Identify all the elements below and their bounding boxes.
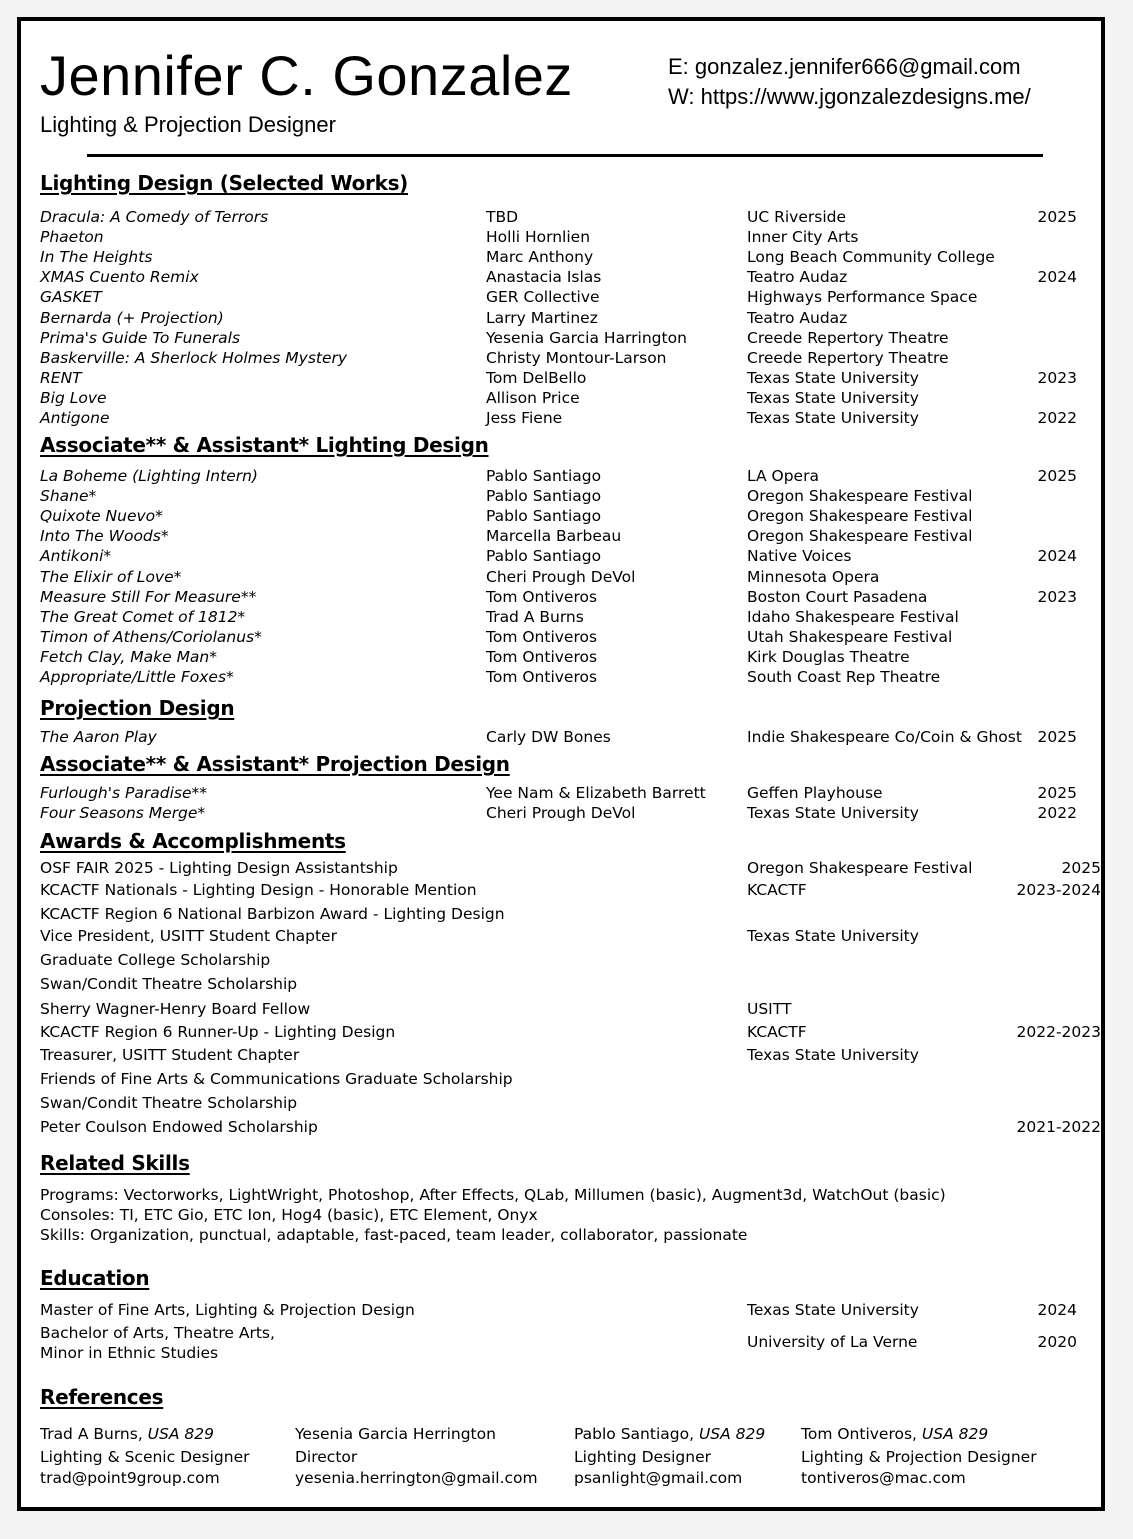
reference-role: Director: [295, 1448, 358, 1466]
production-title: Prima's Guide To Funerals: [40, 328, 241, 347]
director-name: Yesenia Garcia Harrington: [486, 328, 687, 347]
venue-name: Indie Shakespeare Co/Coin & Ghost: [747, 728, 1022, 746]
award-name: Swan/Condit Theatre Scholarship: [40, 975, 298, 993]
award-org: USITT: [747, 1000, 792, 1018]
production-title: Measure Still For Measure**: [40, 587, 257, 606]
production-title: Antigone: [40, 409, 110, 427]
venue-name: Long Beach Community College: [747, 248, 995, 267]
production-title: Shane*: [40, 487, 97, 506]
lighting-design-heading: Lighting Design (Selected Works): [40, 171, 409, 195]
year: 2025: [1037, 208, 1077, 226]
award-name: KCACTF Region 6 National Barbizon Award - Lighting Design: [40, 905, 505, 923]
candidate-title: Lighting & Projection Designer: [40, 112, 336, 137]
degree-minor: Minor in Ethnic Studies: [40, 1344, 219, 1362]
director-name: Tom Ontiveros: [486, 627, 598, 646]
year: 2022: [1037, 409, 1077, 427]
year: 2022: [1037, 804, 1077, 822]
references-heading: References: [40, 1385, 164, 1409]
director-name: Trad A Burns: [486, 607, 584, 626]
education-heading: Education: [40, 1266, 150, 1290]
reference-name: Yesenia Garcia Herrington: [295, 1425, 496, 1443]
director-name: Tom Ontiveros: [486, 647, 598, 666]
production-title: Appropriate/Little Foxes*: [40, 668, 234, 686]
production-title: The Aaron Play: [40, 728, 157, 746]
production-title: Into The Woods*: [40, 527, 169, 546]
venue-name: LA Opera: [747, 467, 819, 485]
director-name: Christy Montour-Larson: [486, 348, 667, 367]
reference-union: USA 829: [698, 1425, 766, 1443]
award-year: 2025: [1061, 859, 1101, 877]
education-year: 2024: [1037, 1301, 1077, 1319]
candidate-name: Jennifer C. Gonzalez: [40, 44, 573, 107]
director-name: Allison Price: [486, 388, 580, 407]
venue-name: Geffen Playhouse: [747, 784, 883, 802]
director-name: Pablo Santiago: [486, 547, 602, 566]
reference-union: USA 829: [921, 1425, 989, 1443]
venue-name: Texas State University: [747, 388, 919, 407]
production-title: Phaeton: [40, 228, 104, 247]
venue-name: Idaho Shakespeare Festival: [747, 607, 959, 626]
award-year: 2021-2022: [1016, 1118, 1101, 1136]
award-name: Swan/Condit Theatre Scholarship: [40, 1094, 298, 1112]
venue-name: South Coast Rep Theatre: [747, 668, 941, 686]
assoc-projection-heading: Associate** & Assistant* Projection Design: [40, 752, 510, 776]
director-name: Pablo Santiago: [486, 507, 602, 526]
year: 2025: [1037, 728, 1077, 746]
award-name: KCACTF Nationals - Lighting Design - Honorable Mention: [40, 881, 477, 899]
year: 2024: [1037, 547, 1077, 566]
production-title: Fetch Clay, Make Man*: [40, 647, 218, 666]
venue-name: Texas State University: [747, 804, 919, 822]
production-title: Furlough's Paradise**: [40, 784, 207, 802]
production-title: Dracula: A Comedy of Terrors: [40, 208, 269, 226]
award-name: Friends of Fine Arts & Communications Graduate Scholarship: [40, 1070, 513, 1088]
school: University of La Verne: [747, 1333, 918, 1351]
production-title: In The Heights: [40, 248, 153, 267]
reference-role: Lighting & Projection Designer: [801, 1448, 1037, 1466]
award-org: Texas State University: [747, 1046, 919, 1064]
production-title: Antikoni*: [40, 547, 112, 566]
director-name: Cheri Prough DeVol: [486, 567, 636, 586]
venue-name: Teatro Audaz: [747, 308, 848, 327]
award-org: KCACTF: [747, 881, 807, 899]
school: Texas State University: [747, 1301, 919, 1319]
degree: Master of Fine Arts, Lighting & Projection Design: [40, 1301, 415, 1319]
director-name: Marc Anthony: [486, 248, 594, 267]
venue-name: Creede Repertory Theatre: [747, 328, 949, 347]
education-year: 2020: [1037, 1333, 1077, 1351]
award-year: 2023-2024: [1016, 881, 1101, 899]
venue-name: Creede Repertory Theatre: [747, 348, 949, 367]
venue-name: Boston Court Pasadena: [747, 587, 928, 606]
venue-name: Utah Shakespeare Festival: [747, 627, 953, 646]
production-title: The Great Comet of 1812*: [40, 607, 246, 626]
award-org: KCACTF: [747, 1023, 807, 1041]
degree: Bachelor of Arts, Theatre Arts,: [40, 1324, 275, 1342]
venue-name: Texas State University: [747, 368, 919, 387]
award-name: OSF FAIR 2025 - Lighting Design Assistantship: [40, 859, 398, 877]
production-title: La Boheme (Lighting Intern): [40, 467, 258, 485]
director-name: Pablo Santiago: [486, 467, 602, 485]
reference-email[interactable]: yesenia.herrington@gmail.com: [295, 1469, 538, 1487]
reference-role: Lighting & Scenic Designer: [40, 1448, 250, 1466]
production-title: The Elixir of Love*: [40, 567, 182, 586]
venue-name: Oregon Shakespeare Festival: [747, 507, 973, 526]
email-contact[interactable]: E: gonzalez.jennifer666@gmail.com: [668, 54, 1021, 79]
venue-name: Teatro Audaz: [747, 268, 848, 287]
director-name: TBD: [486, 208, 519, 226]
award-year: 2022-2023: [1016, 1023, 1101, 1041]
director-name: Jess Fiene: [486, 409, 563, 427]
website-contact[interactable]: W: https://www.jgonzalezdesigns.me/: [668, 84, 1031, 109]
resume-page: [17, 17, 1105, 1511]
assoc-lighting-heading: Associate** & Assistant* Lighting Design: [40, 433, 489, 457]
year: 2023: [1037, 587, 1077, 606]
production-title: XMAS Cuento Remix: [40, 268, 199, 287]
reference-name: Pablo Santiago, USA 829: [574, 1425, 766, 1443]
award-org: Texas State University: [747, 927, 919, 945]
reference-union: USA 829: [147, 1425, 214, 1443]
year: 2024: [1037, 268, 1077, 287]
reference-name: Tom Ontiveros, USA 829: [801, 1425, 989, 1443]
reference-email[interactable]: psanlight@gmail.com: [574, 1469, 743, 1487]
projection-design-heading: Projection Design: [40, 696, 235, 720]
venue-name: Minnesota Opera: [747, 567, 880, 586]
director-name: GER Collective: [486, 288, 600, 307]
production-title: Big Love: [40, 388, 107, 407]
award-name: Sherry Wagner-Henry Board Fellow: [40, 1000, 311, 1018]
year: 2025: [1037, 467, 1077, 485]
production-title: Quixote Nuevo*: [40, 507, 163, 526]
venue-name: Oregon Shakespeare Festival: [747, 527, 973, 546]
venue-name: Highways Performance Space: [747, 288, 978, 307]
skill-line: Skills: Organization, punctual, adaptable, fast-paced, team leader, collaborator, passionate: [40, 1226, 748, 1244]
director-name: Anastacia Islas: [486, 268, 602, 287]
awards-heading: Awards & Accomplishments: [40, 829, 346, 853]
production-title: Timon of Athens/Coriolanus*: [40, 627, 262, 646]
director-name: Tom DelBello: [486, 368, 587, 387]
award-name: Treasurer, USITT Student Chapter: [40, 1046, 300, 1064]
director-name: Cheri Prough DeVol: [486, 804, 636, 822]
award-org: Oregon Shakespeare Festival: [747, 859, 973, 877]
header-divider: [87, 154, 1043, 157]
production-title: Four Seasons Merge*: [40, 804, 206, 822]
production-title: Baskerville: A Sherlock Holmes Mystery: [40, 348, 348, 367]
year: 2025: [1037, 784, 1077, 802]
venue-name: Native Voices: [747, 547, 852, 566]
director-name: Marcella Barbeau: [486, 527, 622, 546]
director-name: Carly DW Bones: [486, 728, 611, 746]
director-name: Tom Ontiveros: [486, 668, 598, 686]
reference-email[interactable]: trad@point9group.com: [40, 1469, 220, 1487]
director-name: Yee Nam & Elizabeth Barrett: [486, 784, 706, 802]
venue-name: UC Riverside: [747, 208, 847, 226]
award-name: Vice President, USITT Student Chapter: [40, 927, 337, 945]
skill-line: Consoles: TI, ETC Gio, ETC Ion, Hog4 (basic), ETC Element, Onyx: [40, 1206, 538, 1224]
reference-role: Lighting Designer: [574, 1448, 712, 1466]
skill-line: Programs: Vectorworks, LightWright, Photoshop, After Effects, QLab, Millumen (basic), Augment3d, WatchOut (basic): [40, 1186, 946, 1204]
production-title: Bernarda (+ Projection): [40, 308, 224, 327]
venue-name: Kirk Douglas Theatre: [747, 647, 910, 666]
skills-heading: Related Skills: [40, 1151, 190, 1175]
director-name: Tom Ontiveros: [486, 587, 598, 606]
year: 2023: [1037, 368, 1077, 387]
award-name: KCACTF Region 6 Runner-Up - Lighting Design: [40, 1023, 396, 1041]
reference-name: Trad A Burns, USA 829: [40, 1425, 214, 1443]
venue-name: Inner City Arts: [747, 228, 859, 247]
venue-name: Texas State University: [747, 409, 919, 427]
reference-email[interactable]: tontiveros@mac.com: [801, 1469, 966, 1487]
venue-name: Oregon Shakespeare Festival: [747, 487, 973, 506]
director-name: Holli Hornlien: [486, 228, 591, 247]
director-name: Larry Martinez: [486, 308, 598, 327]
award-name: Graduate College Scholarship: [40, 951, 271, 969]
production-title: RENT: [40, 368, 82, 387]
production-title: GASKET: [40, 288, 102, 307]
director-name: Pablo Santiago: [486, 487, 602, 506]
award-name: Peter Coulson Endowed Scholarship: [40, 1118, 318, 1136]
